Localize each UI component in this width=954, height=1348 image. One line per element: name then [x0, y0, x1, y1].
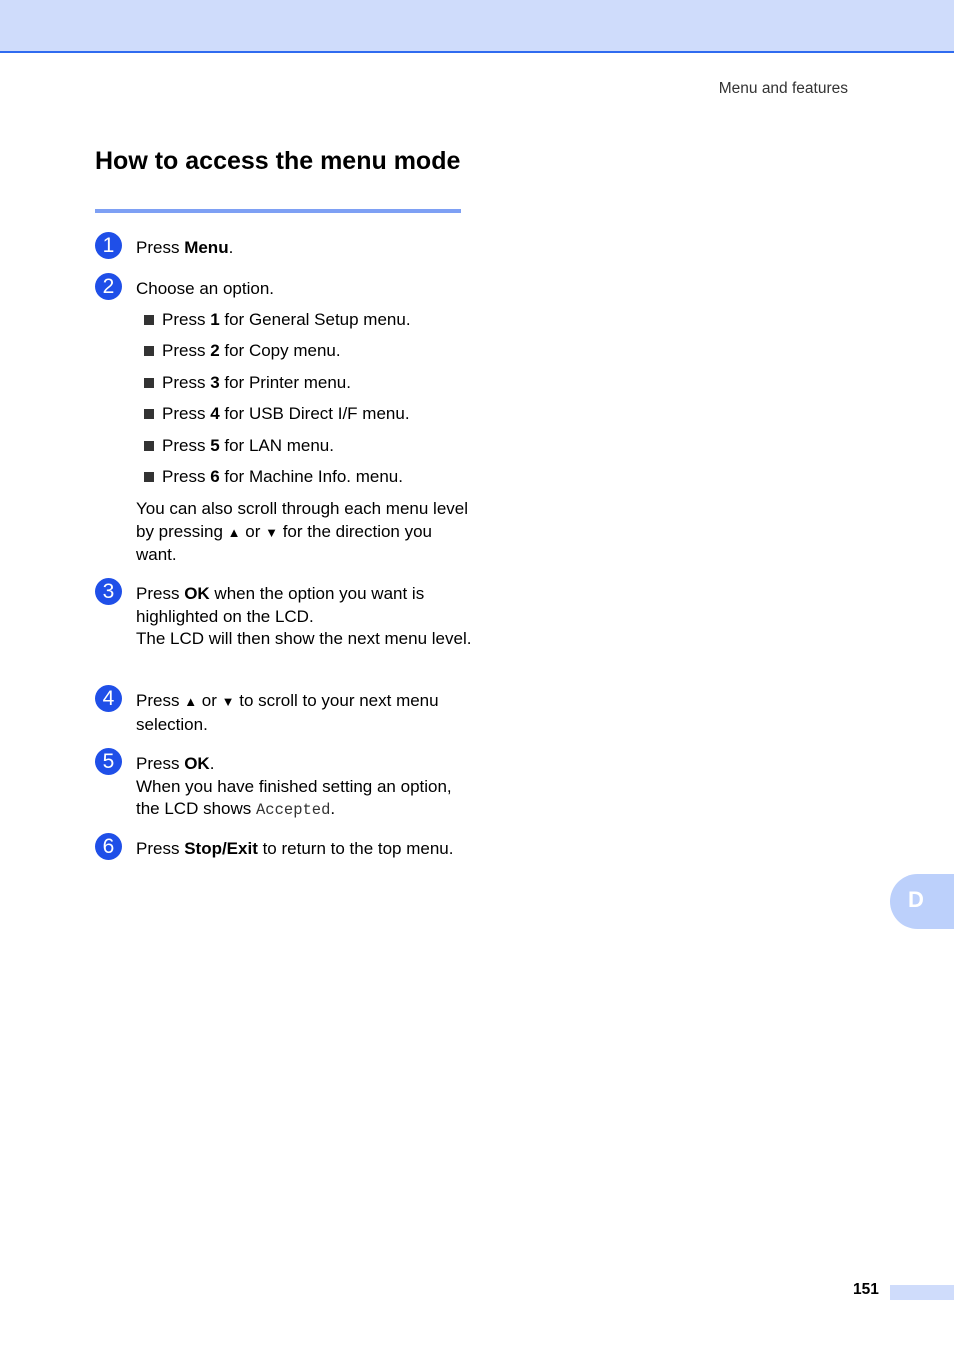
lcd-message: Accepted [256, 801, 331, 819]
option-item: Press 6 for Machine Info. menu. [136, 466, 476, 498]
bullet-square-icon [144, 472, 154, 482]
step-number-6: 6 [95, 833, 122, 860]
ok-key: OK [184, 584, 210, 603]
stop-exit-key: Stop/Exit [184, 839, 258, 858]
step-3-text: Press OK when the option you want is highlighted on the LCD. The LCD will then show the next menu level. [136, 584, 472, 648]
option-item: Press 3 for Printer menu. [136, 372, 476, 404]
option-item: Press 5 for LAN menu. [136, 435, 476, 467]
step-number-5: 5 [95, 748, 122, 775]
chapter-tab-label: D [908, 887, 924, 912]
step-number-1: 1 [95, 232, 122, 259]
step-5-text: Press OK. When you have finished setting an option, the LCD shows Accepted. [136, 754, 452, 819]
step-number-2: 2 [95, 273, 122, 300]
chapter-tab [890, 874, 954, 929]
bullet-square-icon [144, 441, 154, 451]
title-rule [95, 209, 461, 213]
down-arrow-icon: ▼ [221, 694, 235, 709]
option-list [136, 309, 476, 499]
down-arrow-icon: ▼ [265, 524, 278, 540]
option-item: Press 4 for USB Direct I/F menu. [136, 403, 476, 435]
option-item: Press 1 for General Setup menu. [136, 309, 476, 341]
page-number: 151 [853, 1281, 879, 1298]
up-arrow-icon: ▲ [227, 524, 241, 540]
step-number-3: 3 [95, 578, 122, 605]
bullet-square-icon [144, 378, 154, 388]
bullet-square-icon [144, 315, 154, 325]
step-1-text: Press Menu. [136, 238, 234, 257]
step-number-4: 4 [95, 685, 122, 712]
menu-key: Menu [184, 238, 229, 257]
scroll-note: You can also scroll through each menu level by pressing ▲ or ▼ for the direction you want. [136, 499, 469, 565]
option-item: Press 2 for Copy menu. [136, 340, 476, 372]
step-6-text: Press Stop/Exit to return to the top menu. [136, 839, 454, 858]
footer-bar [890, 1285, 954, 1300]
up-arrow-icon: ▲ [184, 694, 198, 709]
step-4-text: Press ▲ or ▼ to scroll to your next menu selection. [136, 691, 439, 734]
top-band [0, 0, 954, 53]
step-2-text: Choose an option. Press 1 for General Setup menu. Press 2 for Copy menu. Press 3 for Printer menu. Press 4 for USB Direct I/F menu. Press 5 for LAN menu. Press 6 for Machine Info. menu. You can also scroll through each menu level by pressing ▲ or ▼ for the direction you want. [136, 278, 476, 567]
ok-key: OK [184, 754, 210, 773]
bullet-square-icon [144, 409, 154, 419]
bullet-square-icon [144, 346, 154, 356]
running-header: Menu and features [718, 80, 848, 97]
page-title: How to access the menu mode [95, 147, 461, 175]
